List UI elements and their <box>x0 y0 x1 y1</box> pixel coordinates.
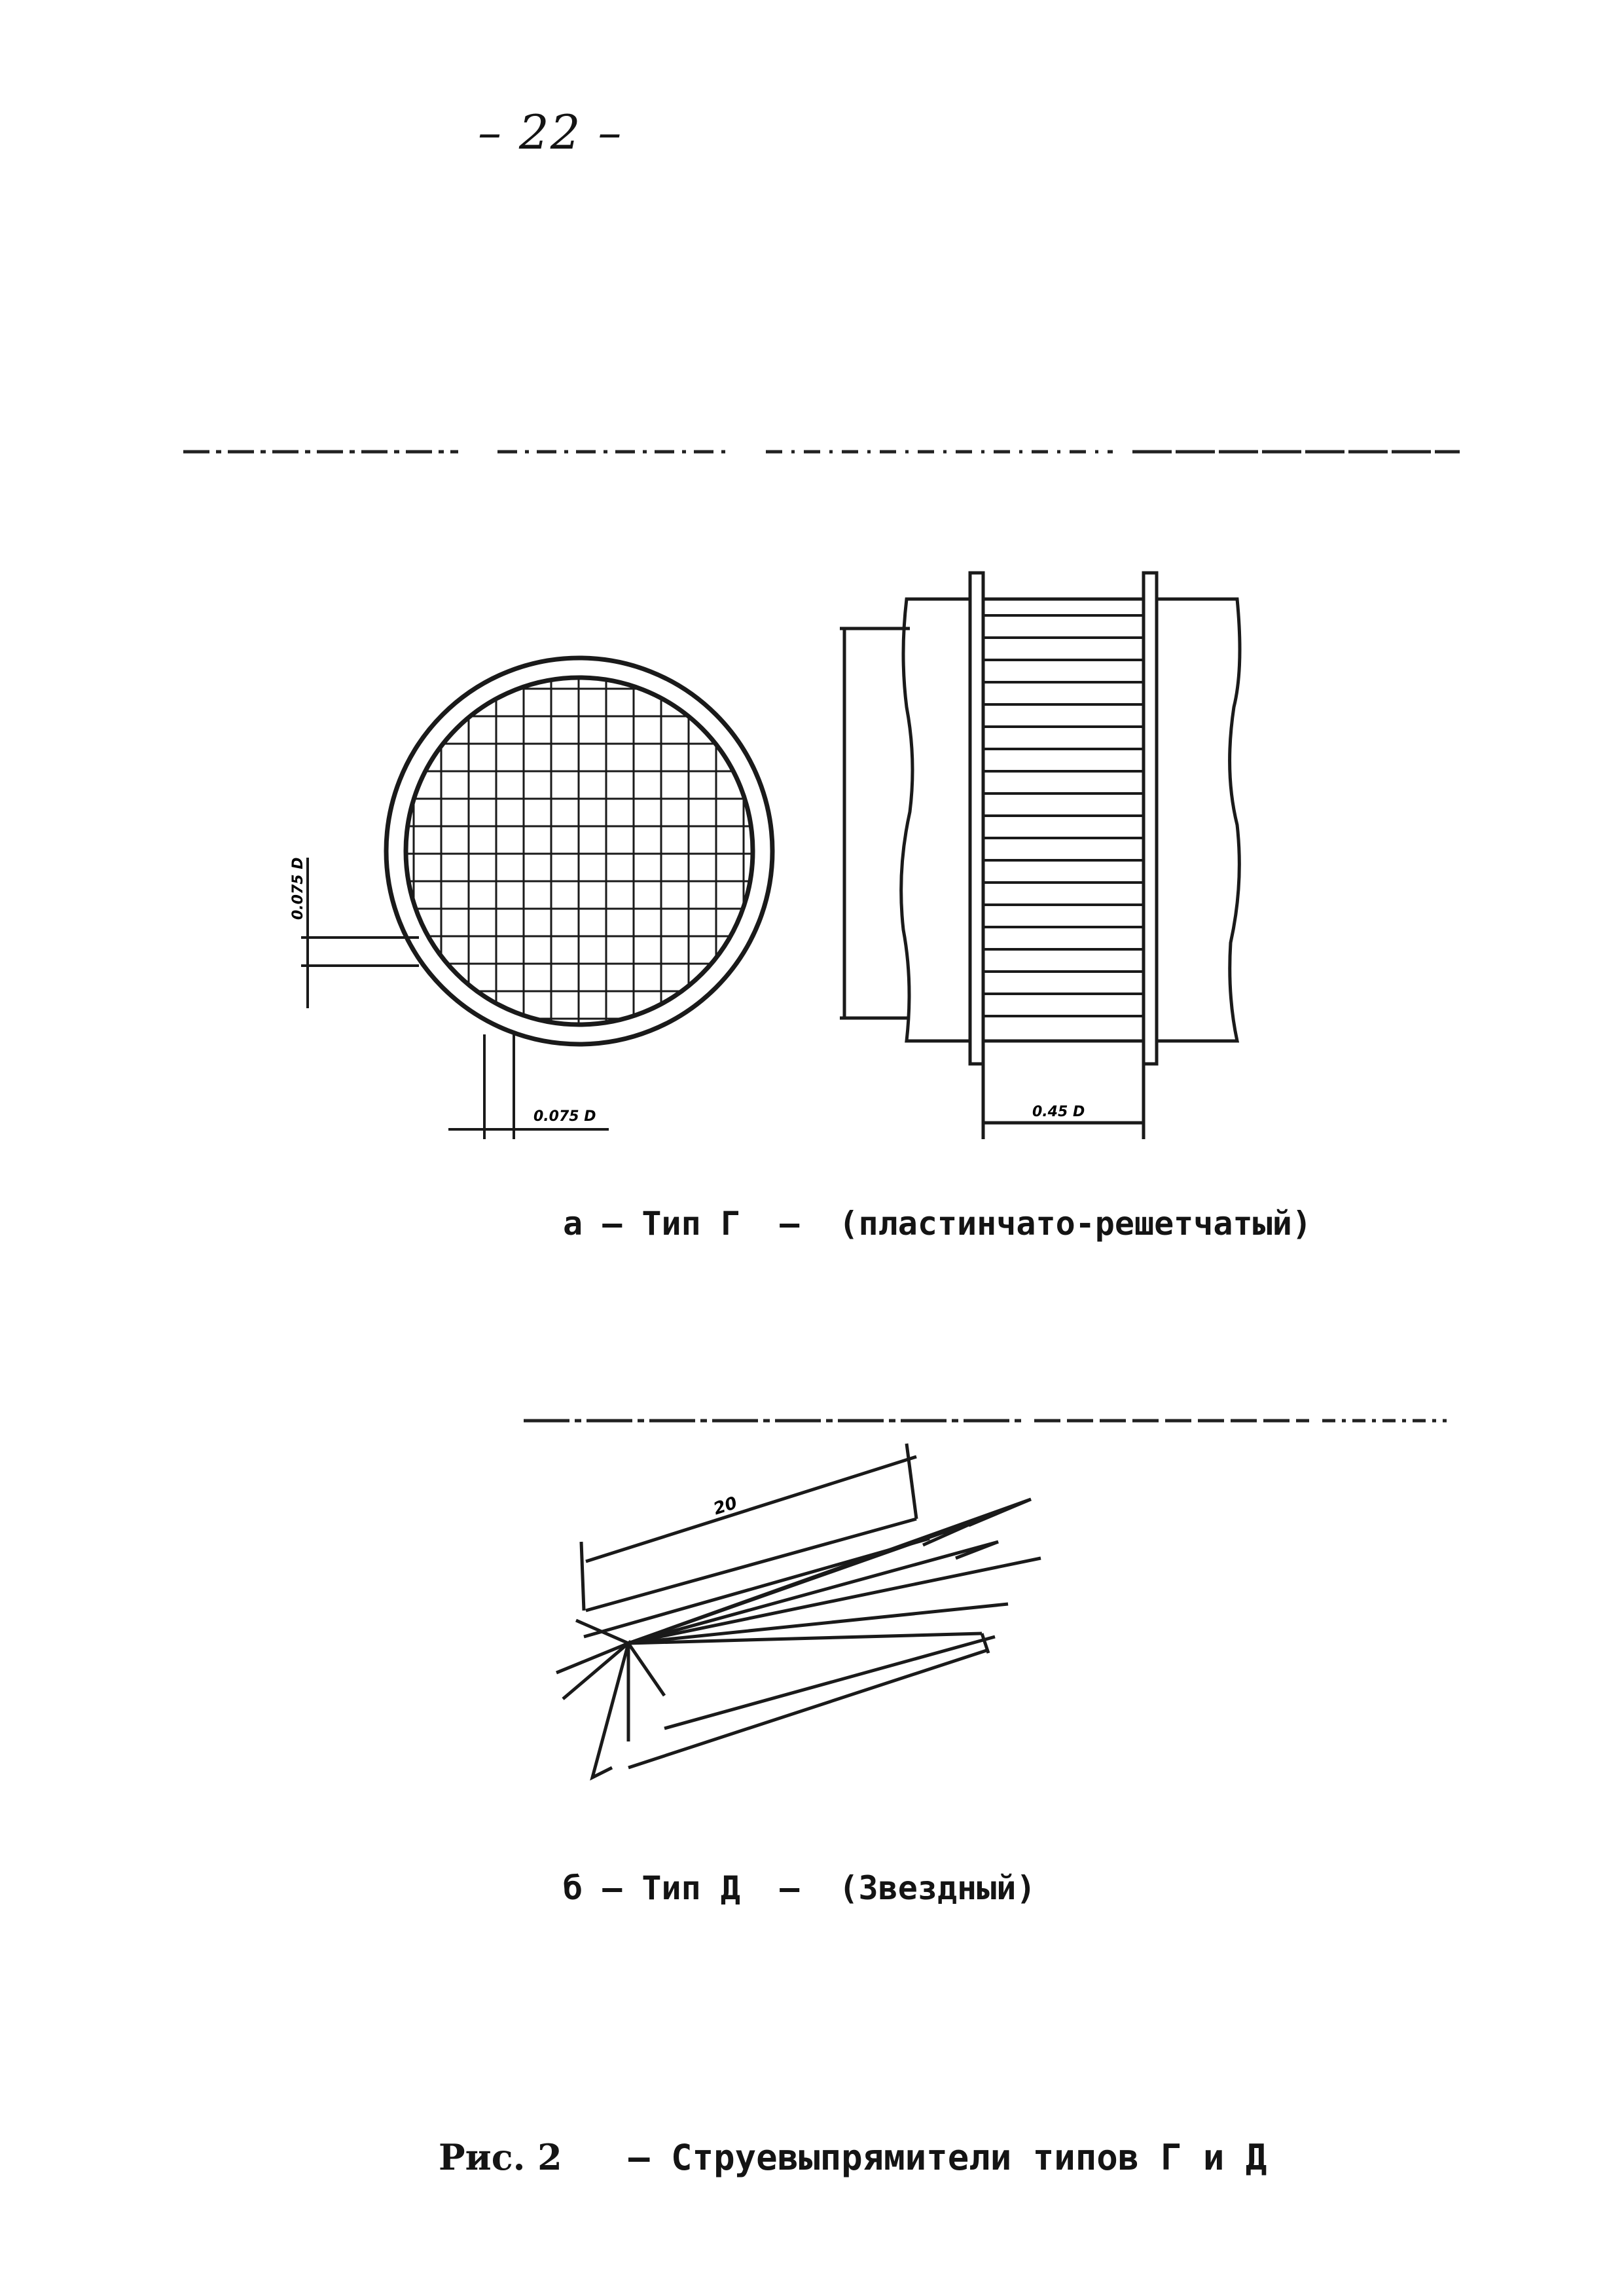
dim-length-label: 0.45 D <box>1032 1104 1085 1120</box>
star-dim-label: 20 <box>711 1493 740 1520</box>
figure-b-caption: б – Тип Д – (Звездный) <box>563 1869 1036 1907</box>
grid-straightener-front-view <box>380 655 779 1048</box>
figure-a-caption: а – Тип Г – (пластинчато-решетчатый) <box>563 1205 1312 1243</box>
dim-vertical-label: 0.075 D <box>290 857 306 920</box>
figure-number: Рис. 2 <box>439 2136 562 2178</box>
figure-caption <box>396 2095 1267 2178</box>
dim-horizontal-label: 0.075 D <box>533 1108 596 1125</box>
page-number: – 22 – <box>478 105 623 160</box>
figure-title: – Струевыпрямители типов Г и Д <box>628 2137 1267 2178</box>
star-straightener-drawing <box>556 1444 1041 1777</box>
grid-straightener-side-view <box>840 573 1240 1139</box>
